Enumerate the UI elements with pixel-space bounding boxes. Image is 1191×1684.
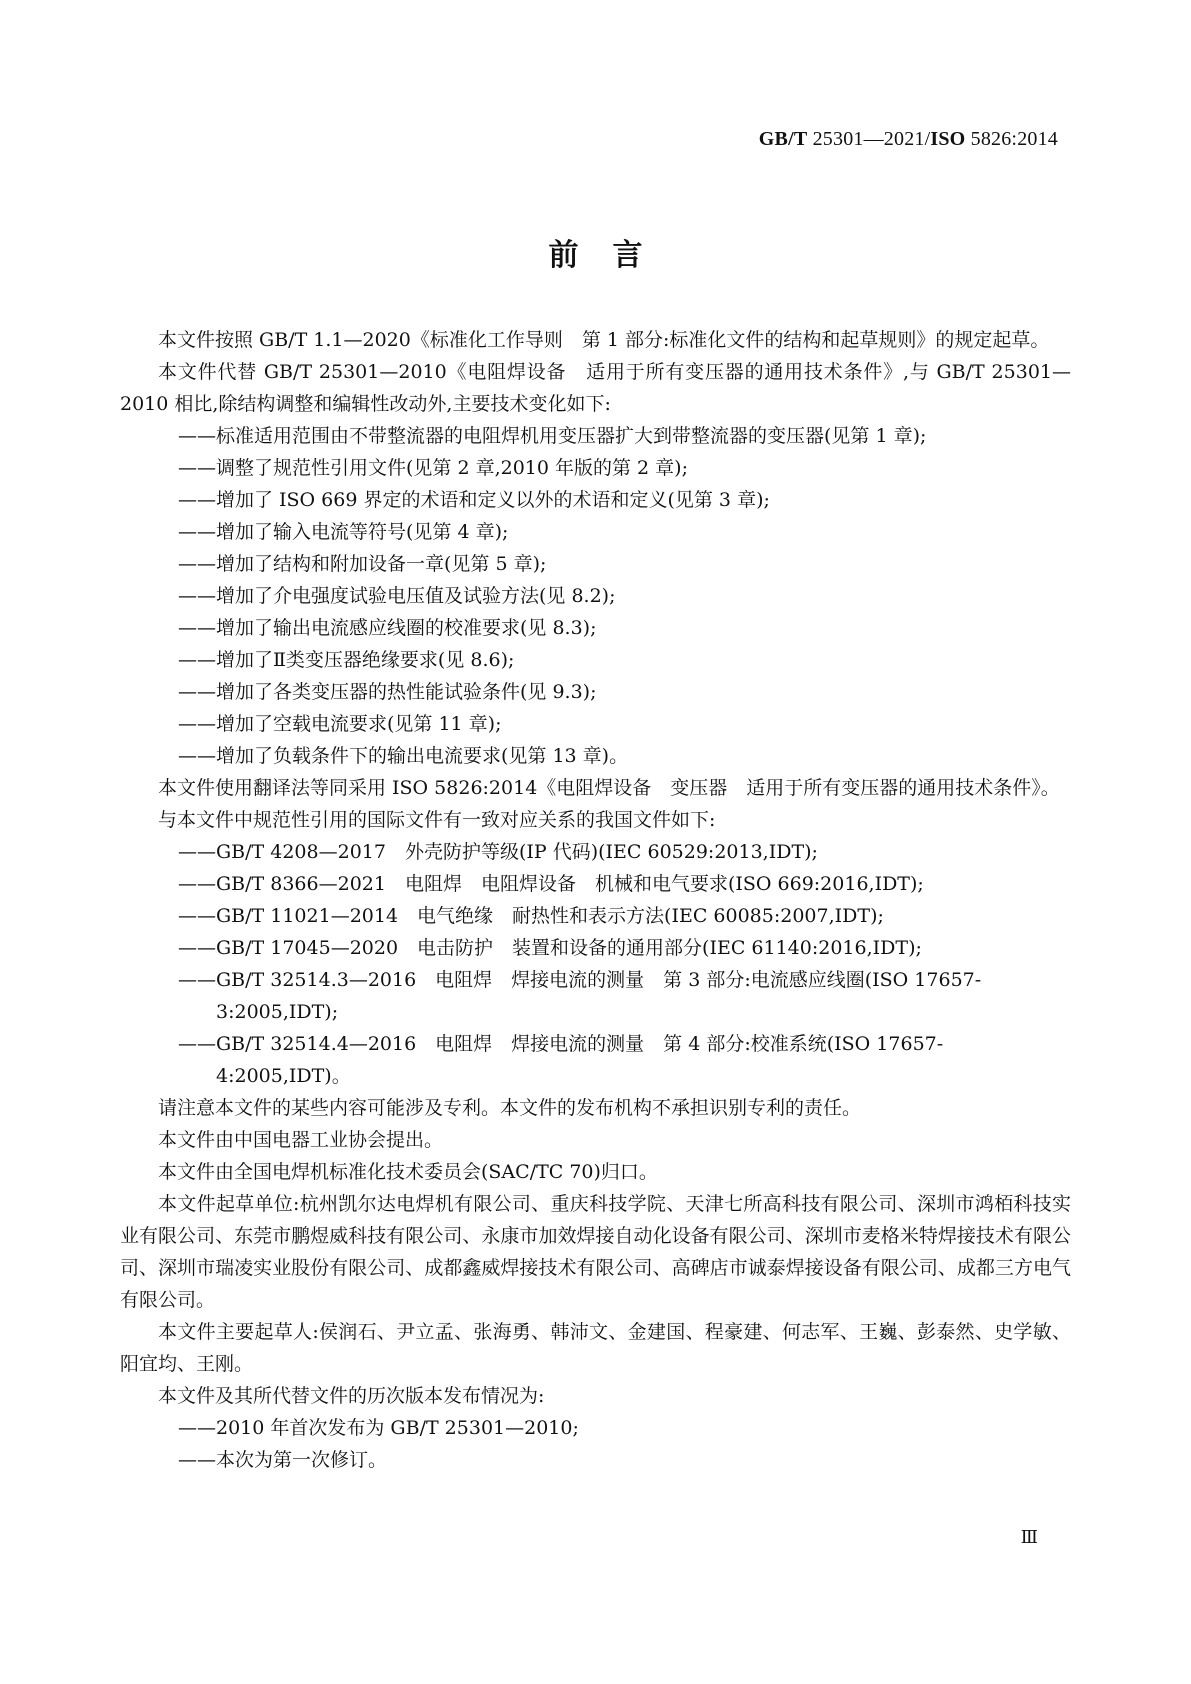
list-item: ——2010 年首次发布为 GB/T 25301—2010;: [178, 1417, 579, 1439]
foreword-body: [120, 324, 1071, 1476]
list-item: ——GB/T 4208—2017 外壳防护等级(IP 代码)(IEC 60529:2013,IDT);: [178, 841, 818, 863]
list-item: ——本次为第一次修订。: [178, 1449, 388, 1471]
code-middle: 25301—2021/: [807, 128, 931, 150]
list-item: ——增加了空载电流要求(见第 11 章);: [178, 713, 502, 735]
list-item: ——GB/T 17045—2020 电击防护 装置和设备的通用部分(IEC 61140:2016,IDT);: [178, 937, 922, 959]
list-item: ——增加了各类变压器的热性能试验条件(见 9.3);: [178, 681, 597, 703]
list-item: ——增加了 ISO 669 界定的术语和定义以外的术语和定义(见第 3 章);: [178, 489, 770, 511]
code-suffix: 5826:2014: [965, 128, 1058, 150]
code-prefix: GB/T: [758, 128, 808, 150]
list-item: ——增加了Ⅱ类变压器绝缘要求(见 8.6);: [178, 649, 515, 671]
list-item: ——标准适用范围由不带整流器的电阻焊机用变压器扩大到带整流器的变压器(见第 1 章);: [178, 425, 927, 447]
list-item: ——调整了规范性引用文件(见第 2 章,2010 年版的第 2 章);: [178, 457, 688, 479]
list-item: ——增加了结构和附加设备一章(见第 5 章);: [178, 553, 547, 575]
list-item: ——增加了输入电流等符号(见第 4 章);: [178, 521, 509, 543]
paragraph-drafters: 本文件主要起草人:侯润石、尹立孟、张海勇、韩沛文、金建国、程豪建、何志军、王巍、彭泰然、史学敏、阳宜均、王刚。: [120, 1321, 1071, 1375]
page-number: Ⅲ: [1020, 1527, 1038, 1547]
list-item: ——增加了负载条件下的输出电流要求(见第 13 章)。: [178, 745, 629, 767]
page-title: 前言: [548, 238, 677, 273]
paragraph-history-intro: 本文件及其所代替文件的历次版本发布情况为:: [158, 1385, 545, 1407]
paragraph-proposer: 本文件由中国电器工业协会提出。: [158, 1129, 444, 1151]
history-list: [120, 1412, 1071, 1476]
list-item: ——GB/T 11021—2014 电气绝缘 耐热性和表示方法(IEC 60085:2007,IDT);: [178, 905, 884, 927]
list-item: ——增加了输出电流感应线圈的校准要求(见 8.3);: [178, 617, 597, 639]
changes-list: [120, 420, 1071, 772]
list-item: ——GB/T 8366—2021 电阻焊 电阻焊设备 机械和电气要求(ISO 669:2016,IDT);: [178, 873, 924, 895]
standard-code-header: [759, 128, 1058, 151]
paragraph-patent-notice: 请注意本文件的某些内容可能涉及专利。本文件的发布机构不承担识别专利的责任。: [158, 1097, 862, 1119]
paragraph-committee: 本文件由全国电焊机标准化技术委员会(SAC/TC 70)归口。: [158, 1161, 658, 1183]
list-item: ——增加了介电强度试验电压值及试验方法(见 8.2);: [178, 585, 616, 607]
paragraph-drafting-basis: 本文件按照 GB/T 1.1—2020《标准化工作导则 第 1 部分:标准化文件的结构和起草规则》的规定起草。: [158, 329, 1050, 351]
list-item: ——GB/T 32514.3—2016 电阻焊 焊接电流的测量 第 3 部分:电流感应线圈(ISO 17657-3:2005,IDT);: [178, 969, 982, 1023]
list-item: ——GB/T 32514.4—2016 电阻焊 焊接电流的测量 第 4 部分:校准系统(ISO 17657-4:2005,IDT)。: [178, 1033, 944, 1087]
paragraph-replacement: 本文件代替 GB/T 25301—2010《电阻焊设备 适用于所有变压器的通用技术条件》,与 GB/T 25301—2010 相比,除结构调整和编辑性改动外,主要技术变化如下:: [120, 361, 1071, 415]
paragraph-drafting-units: 本文件起草单位:杭州凯尔达电焊机有限公司、重庆科技学院、天津七所高科技有限公司、深圳市鸿栢科技实业有限公司、东莞市鹏煜威科技有限公司、永康市加效焊接自动化设备有限公司、深圳市麦格米特焊接技术有限公司、深圳市瑞凌实业股份有限公司、成都鑫威焊接技术有限公司、高碑店市诚泰焊接设备有限公司、成都三方电气有限公司。: [120, 1193, 1071, 1311]
paragraph-references-intro: 与本文件中规范性引用的国际文件有一致对应关系的我国文件如下:: [158, 809, 716, 831]
references-list: [120, 836, 1071, 1092]
paragraph-adoption: 本文件使用翻译法等同采用 ISO 5826:2014《电阻焊设备 变压器 适用于所有变压器的通用技术条件》。: [158, 777, 1060, 799]
code-iso: ISO: [930, 128, 966, 150]
